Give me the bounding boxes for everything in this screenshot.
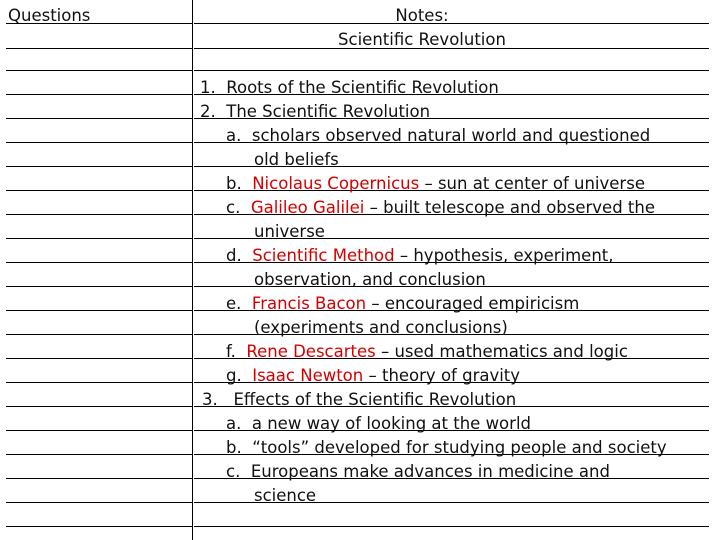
key-term: Nicolaus Copernicus xyxy=(252,174,420,193)
key-term: Francis Bacon xyxy=(251,294,367,313)
subitem-text: “tools” developed for studying people and society xyxy=(252,438,667,457)
ruled-line xyxy=(6,118,192,119)
ruled-line xyxy=(6,310,192,311)
item-number: 3. xyxy=(202,390,218,409)
ruled-line xyxy=(6,70,192,71)
term-definition: – sun at center of universe xyxy=(419,174,645,193)
key-term: Galileo Galilei xyxy=(250,198,365,217)
subitem-f xyxy=(226,342,628,362)
ruled-line xyxy=(6,214,192,215)
ruled-line xyxy=(194,70,709,71)
effect-c-continued: science xyxy=(254,486,317,505)
ruled-line xyxy=(194,526,709,527)
subitem-e xyxy=(226,294,579,314)
item-text: The Scientific Revolution xyxy=(226,102,431,121)
effect-b xyxy=(226,438,667,458)
subitem-letter: a. xyxy=(226,126,242,145)
subitem-letter: b. xyxy=(226,174,242,193)
ruled-line xyxy=(6,334,192,335)
subitem-a xyxy=(226,126,650,146)
ruled-line xyxy=(6,406,192,407)
outline-item-2 xyxy=(200,102,430,122)
term-definition: – built telescope and observed the xyxy=(364,198,656,217)
outline-item-3 xyxy=(202,390,516,410)
ruled-line xyxy=(6,430,192,431)
subitem-letter: b. xyxy=(226,438,242,457)
effect-a xyxy=(226,414,531,434)
subitem-text: Europeans make advances in medicine and xyxy=(250,462,610,481)
subitem-letter: e. xyxy=(226,294,242,313)
subitem-e-continued: (experiments and conclusions) xyxy=(254,318,508,337)
subitem-d-continued: observation, and conclusion xyxy=(254,270,486,289)
term-definition: – hypothesis, experiment, xyxy=(394,246,614,265)
subitem-letter: d. xyxy=(226,246,242,265)
item-number: 2. xyxy=(200,102,216,121)
subitem-letter: a. xyxy=(226,414,242,433)
subitem-letter: c. xyxy=(226,198,241,217)
outline-item-1 xyxy=(200,78,499,98)
ruled-line xyxy=(6,238,192,239)
column-divider xyxy=(192,0,193,540)
key-term: Scientific Method xyxy=(252,246,395,265)
item-text: Roots of the Scientific Revolution xyxy=(226,78,499,97)
ruled-line xyxy=(6,454,192,455)
subitem-c-continued: universe xyxy=(254,222,325,241)
ruled-line xyxy=(6,262,192,263)
questions-header: Questions xyxy=(8,6,91,25)
ruled-line xyxy=(6,358,192,359)
key-term: Rene Descartes xyxy=(246,342,376,361)
subitem-letter: f. xyxy=(226,342,236,361)
ruled-line xyxy=(6,48,192,49)
item-text: Effects of the Scientific Revolution xyxy=(233,390,517,409)
key-term: Isaac Newton xyxy=(252,366,364,385)
ruled-line xyxy=(6,166,192,167)
subitem-text: a new way of looking at the world xyxy=(251,414,531,433)
subitem-b xyxy=(226,174,645,194)
subitem-g xyxy=(226,366,520,386)
term-definition: – theory of gravity xyxy=(363,366,521,385)
subitem-text: scholars observed natural world and questioned xyxy=(251,126,651,145)
ruled-line xyxy=(6,142,192,143)
subitem-d xyxy=(226,246,614,266)
term-definition: – encouraged empiricism xyxy=(366,294,580,313)
effect-c xyxy=(226,462,610,482)
ruled-line xyxy=(6,94,192,95)
ruled-line xyxy=(6,502,192,503)
subitem-letter: c. xyxy=(226,462,241,481)
ruled-line xyxy=(6,382,192,383)
subitem-c xyxy=(226,198,655,218)
subitem-a-continued: old beliefs xyxy=(254,150,339,169)
notes-header: Notes: xyxy=(395,6,449,25)
item-number: 1. xyxy=(200,78,216,97)
ruled-line xyxy=(6,190,192,191)
subitem-letter: g. xyxy=(226,366,242,385)
page-title: Scientific Revolution xyxy=(338,30,506,49)
term-definition: – used mathematics and logic xyxy=(375,342,628,361)
ruled-line xyxy=(6,526,192,527)
ruled-line xyxy=(6,478,192,479)
ruled-line xyxy=(6,286,192,287)
